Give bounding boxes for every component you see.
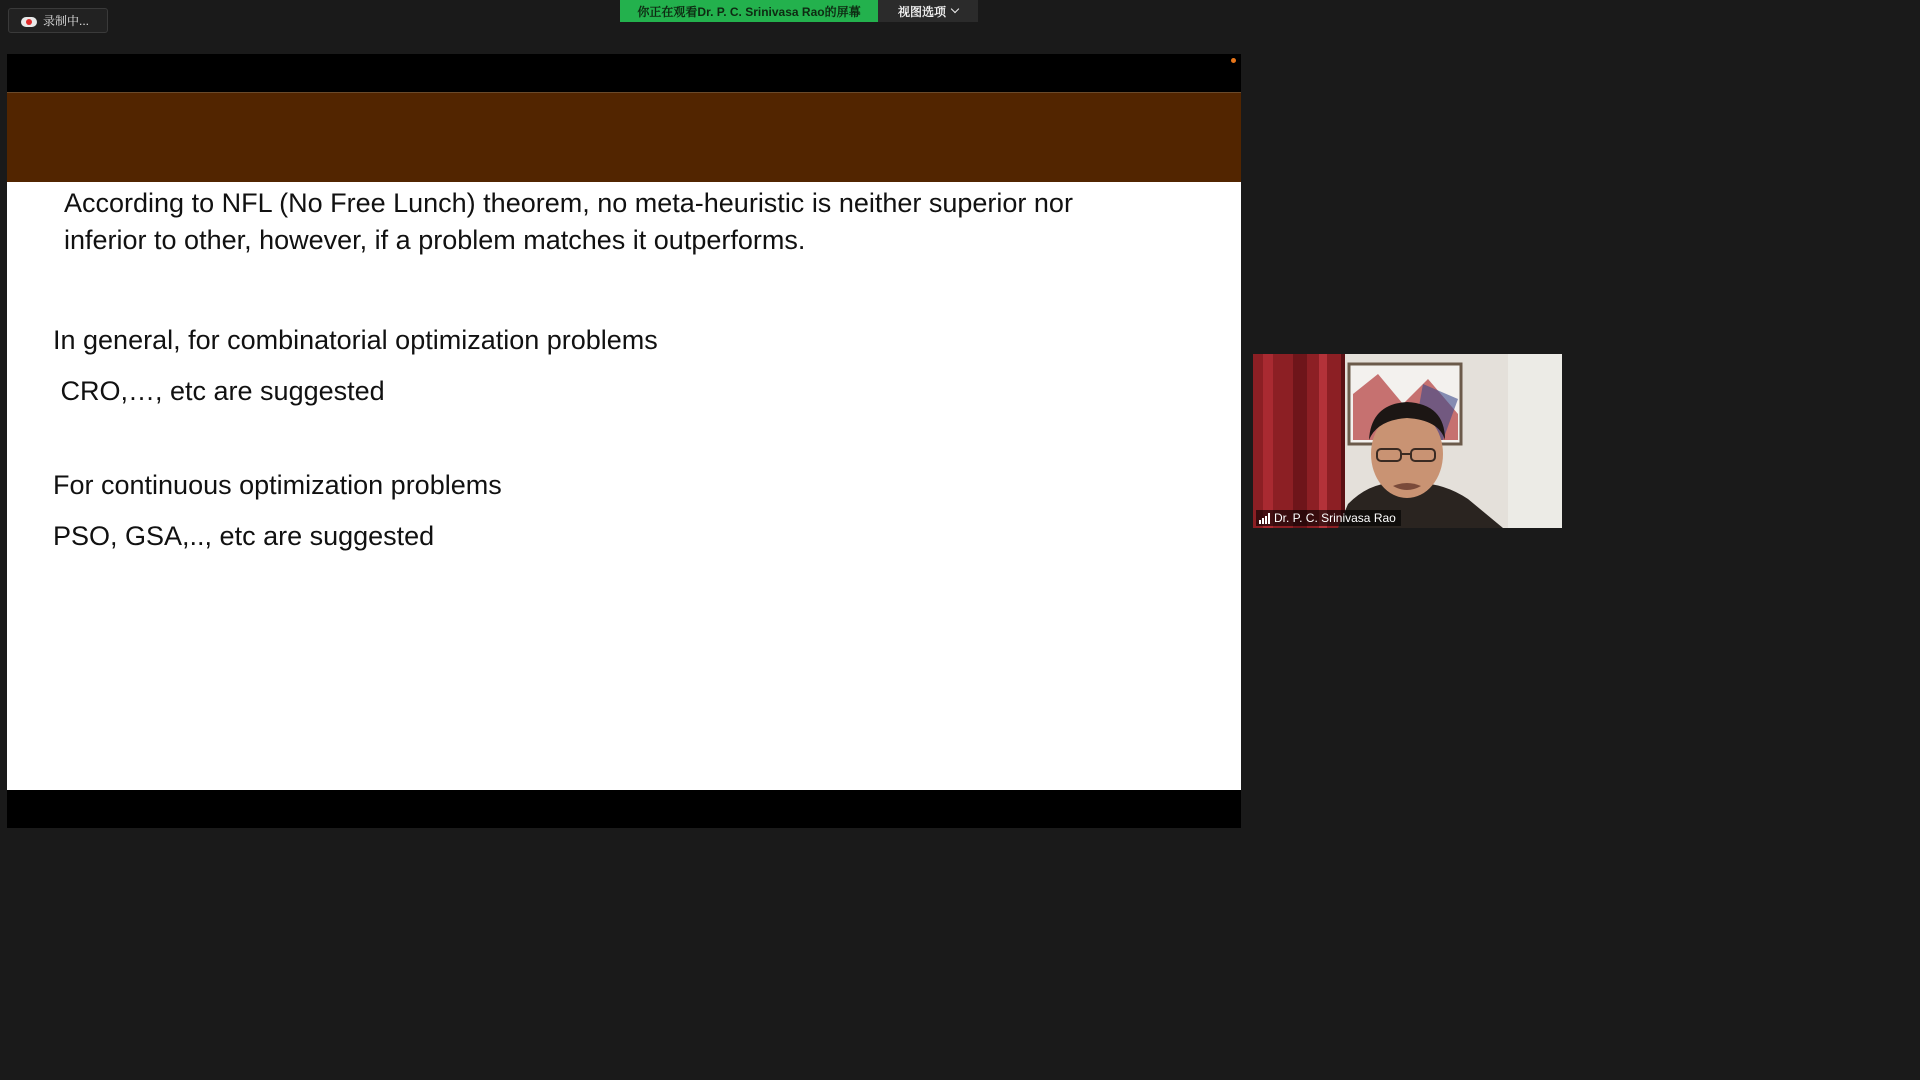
signal-bars-icon <box>1259 513 1270 524</box>
recording-label: 录制中... <box>43 14 90 28</box>
slide-text-line: For continuous optimization problems <box>53 470 502 500</box>
slide-text-line: In general, for combinatorial optimization problems <box>53 325 658 355</box>
cloud-record-icon <box>21 15 37 27</box>
activity-dot-icon <box>1231 58 1236 63</box>
participant-name: Dr. P. C. Srinivasa Rao <box>1274 511 1396 525</box>
screen-share-banner <box>620 0 878 22</box>
recording-indicator[interactable] <box>8 8 108 33</box>
chevron-down-icon <box>951 5 959 13</box>
participant-name-label <box>1256 510 1401 526</box>
participant-video <box>1253 354 1562 528</box>
shared-screen <box>7 54 1241 828</box>
slide-text-line: PSO, GSA,.., etc are suggested <box>53 521 435 551</box>
slide-title-bar <box>7 92 1241 182</box>
presentation-slide <box>7 92 1241 790</box>
slide-text-line: inferior to other, however, if a problem matches it outperforms. <box>64 225 806 255</box>
view-options-button[interactable] <box>878 0 978 22</box>
screen-share-banner-text: 你正在观看Dr. P. C. Srinivasa Rao的屏幕 <box>637 4 861 19</box>
participant-video-tile[interactable] <box>1253 354 1562 528</box>
view-options-label: 视图选项 <box>897 4 946 19</box>
slide-text-line: CRO,…, etc are suggested <box>53 376 385 406</box>
slide-text-line: According to NFL (No Free Lunch) theorem, no meta-heuristic is neither superior nor <box>64 188 1073 218</box>
